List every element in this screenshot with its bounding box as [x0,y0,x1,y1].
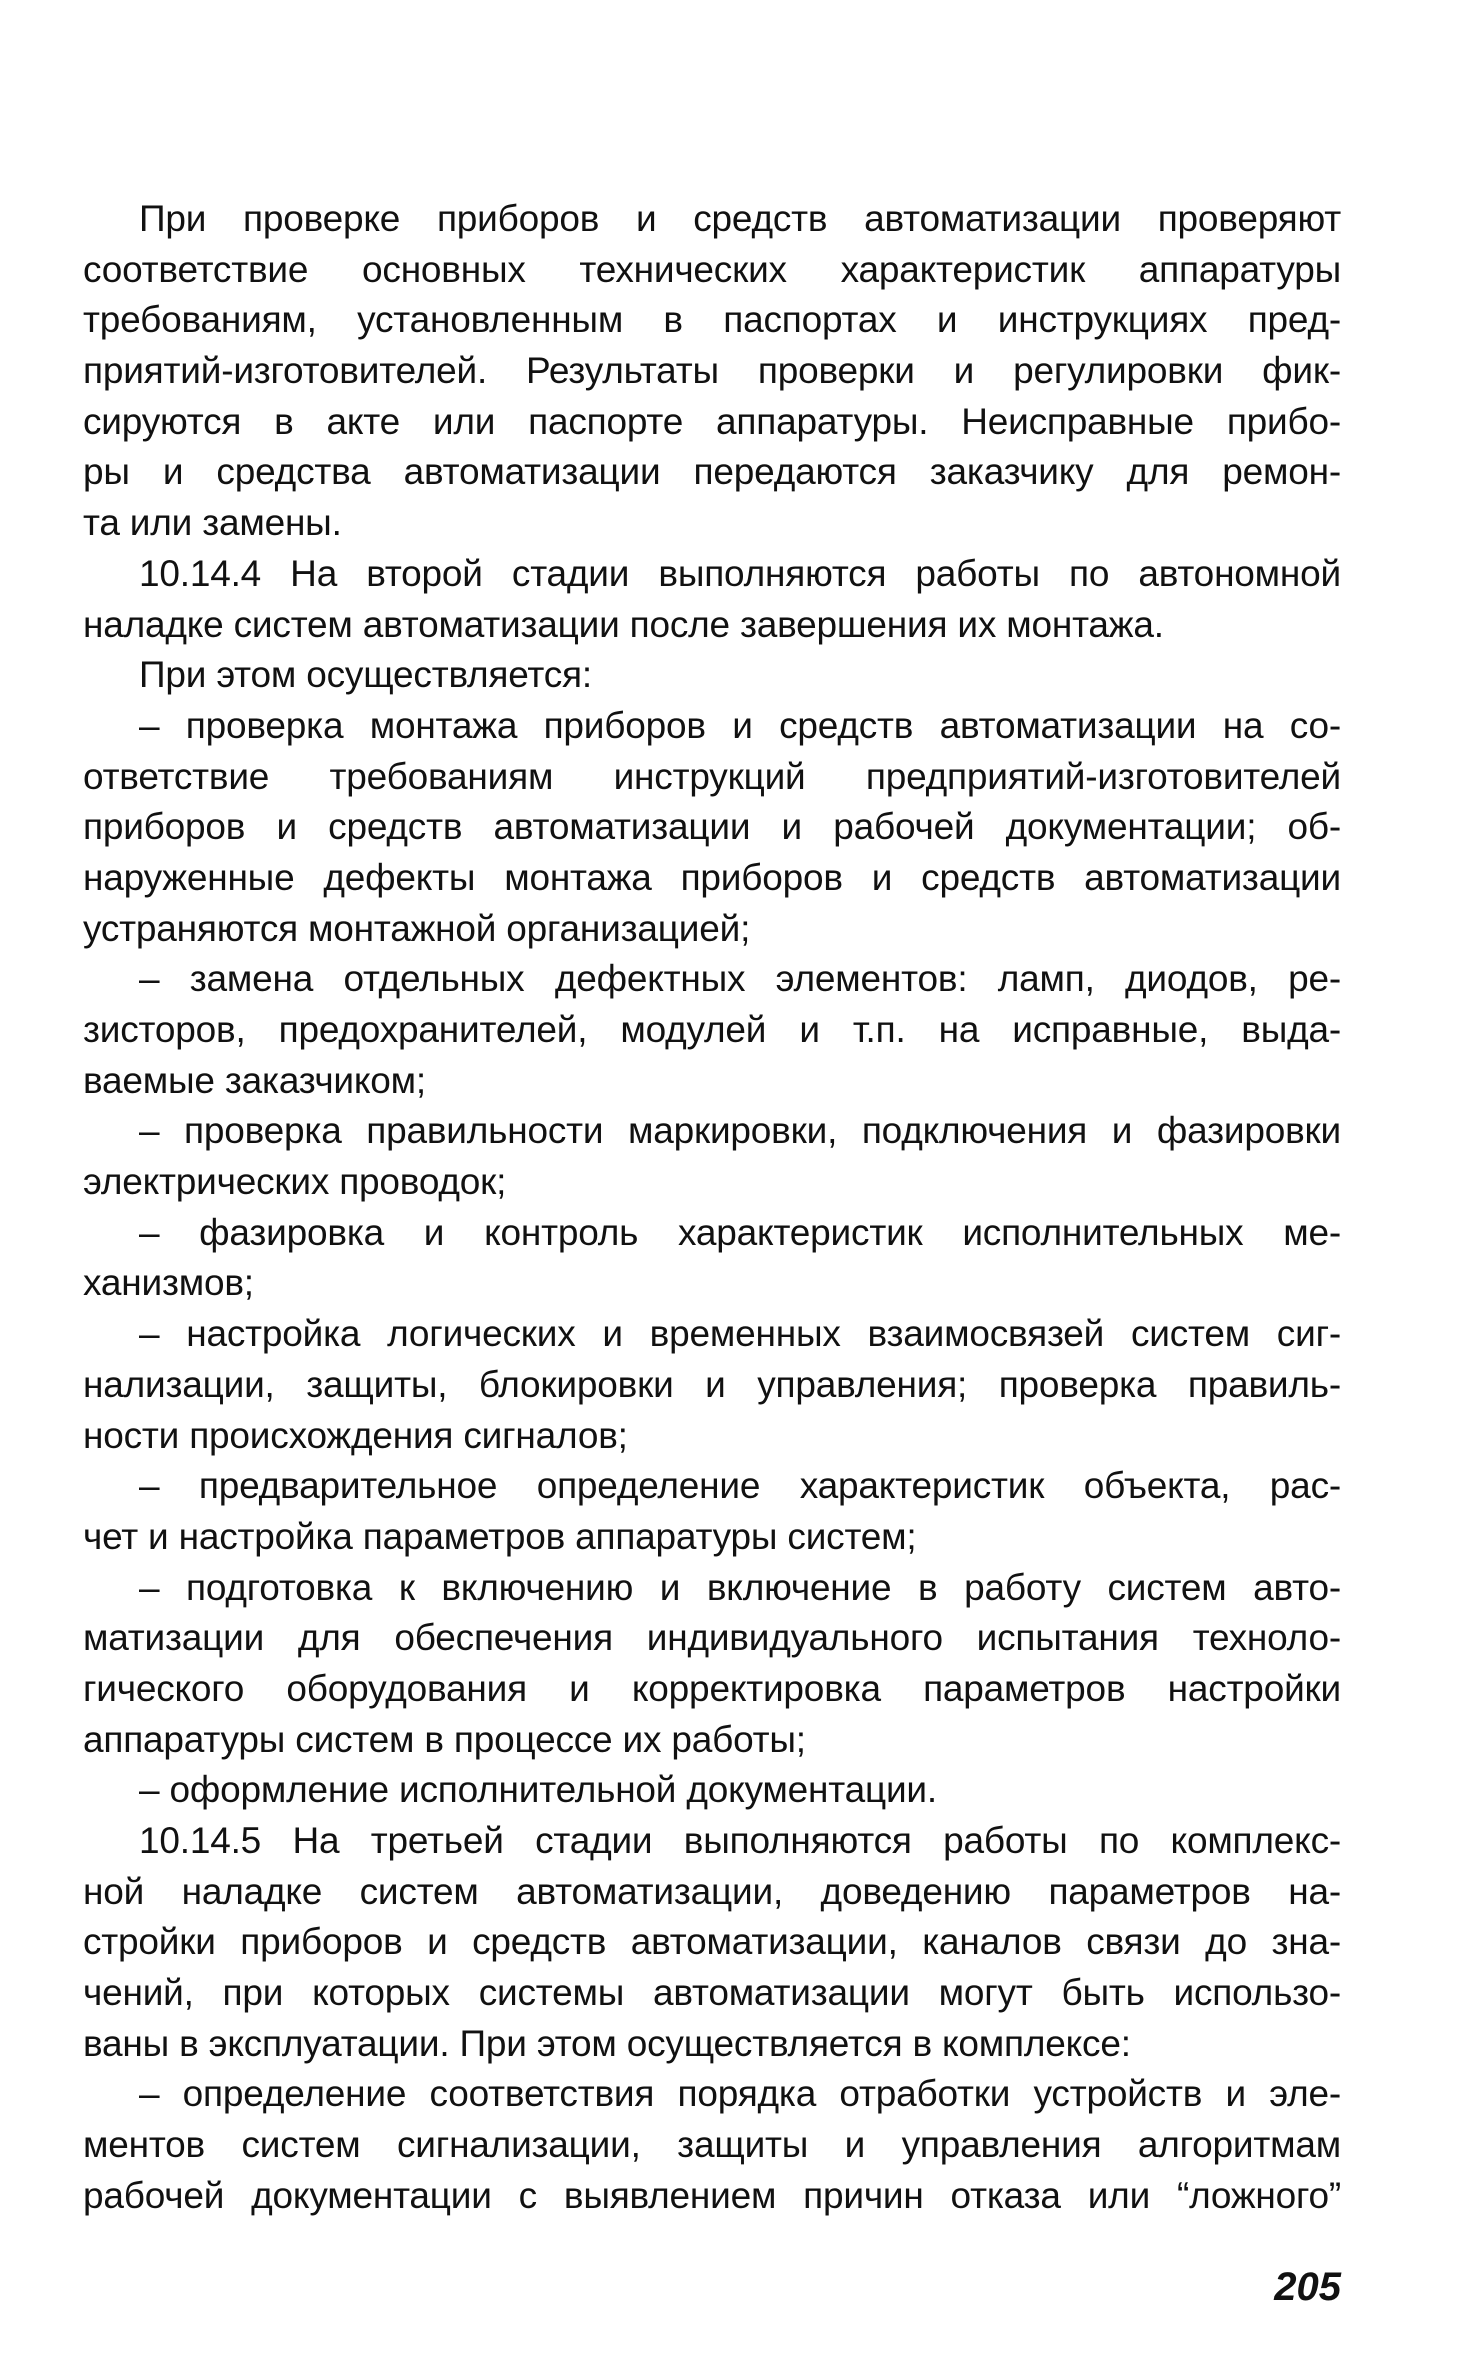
text-line: ментов систем сигнализации, защиты и управления алгоритмам [83,2124,1341,2166]
text-line: устраняются монтажной организацией; [83,907,751,949]
text-line: зисторов, предохранителей, модулей и т.п. на исправные, выда- [83,1009,1341,1050]
text-line: – предварительное определение характеристик объекта, рас- [139,1465,1341,1507]
text-line: аппаратуры систем в процессе их работы; [83,1718,806,1760]
text-line: ности происхождения сигналов; [83,1414,628,1456]
text-line: стройки приборов и средств автоматизации, каналов связи до зна- [83,1921,1341,1963]
text-line: – проверка монтажа приборов и средств автоматизации на со- [139,704,1341,746]
text-line: – определение соответствия порядка отработки устройств и эле- [139,2073,1341,2115]
text-line: требованиям, установленным в паспортах и инструкциях пред- [83,299,1341,341]
text-line: – настройка логических и временных взаимосвязей систем сиг- [139,1313,1341,1355]
text-line: наладке систем автоматизации после завершения их монтажа. [83,603,1164,645]
text-line: чет и настройка параметров аппаратуры систем; [83,1515,917,1557]
text-line: – замена отдельных дефектных элементов: ламп, диодов, ре- [139,958,1341,1000]
text-line: 10.14.5 На третьей стадии выполняются работы по комплекс- [139,1820,1341,1861]
text-line: – проверка правильности маркировки, подключения и фазировки [139,1110,1341,1152]
text-line: – оформление исполнительной документации. [139,1769,937,1811]
body-text [83,194,1341,2222]
text-line: матизации для обеспечения индивидуального испытания техноло- [83,1617,1341,1659]
text-line: рабочей документации с выявлением причин отказа или “ложного” [83,2174,1341,2216]
text-line: нализации, защиты, блокировки и управления; проверка правиль- [83,1363,1341,1405]
text-line: приятий-изготовителей. Результаты проверки и регулировки фик- [83,350,1341,392]
text-line: приборов и средств автоматизации и рабочей документации; об- [83,806,1341,848]
text-line: ханизмов; [83,1262,254,1304]
text-line: При проверке приборов и средств автоматизации проверяют [139,198,1341,239]
text-line: ной наладке систем автоматизации, доведению параметров на- [83,1870,1341,1912]
text-line: При этом осуществляется: [139,654,592,696]
text-line: ваны в эксплуатации. При этом осуществляется в комплексе: [83,2022,1131,2064]
text-line: ры и средства автоматизации передаются заказчику для ремон- [83,451,1341,493]
text-line: – подготовка к включению и включение в работу систем авто- [139,1566,1341,1608]
text-line: электрических проводок; [83,1161,507,1203]
text-line: ответствие требованиям инструкций предприятий-изготовителей [83,755,1341,797]
text-line: гического оборудования и корректировка параметров настройки [83,1667,1341,1709]
text-line: соответствие основных технических характеристик аппаратуры [83,248,1341,290]
text-line: наруженные дефекты монтажа приборов и средств автоматизации [83,856,1341,898]
page-number: 205 [1274,2265,1341,2309]
text-line: 10.14.4 На второй стадии выполняются работы по автономной [139,552,1341,594]
text-line: чений, при которых системы автоматизации могут быть использо- [83,1972,1341,2014]
text-line: – фазировка и контроль характеристик исполнительных ме- [139,1211,1341,1253]
text-line: та или замены. [83,502,342,544]
text-line: сируются в акте или паспорте аппаратуры. Неисправные прибо- [83,400,1341,442]
text-line: ваемые заказчиком; [83,1059,426,1101]
